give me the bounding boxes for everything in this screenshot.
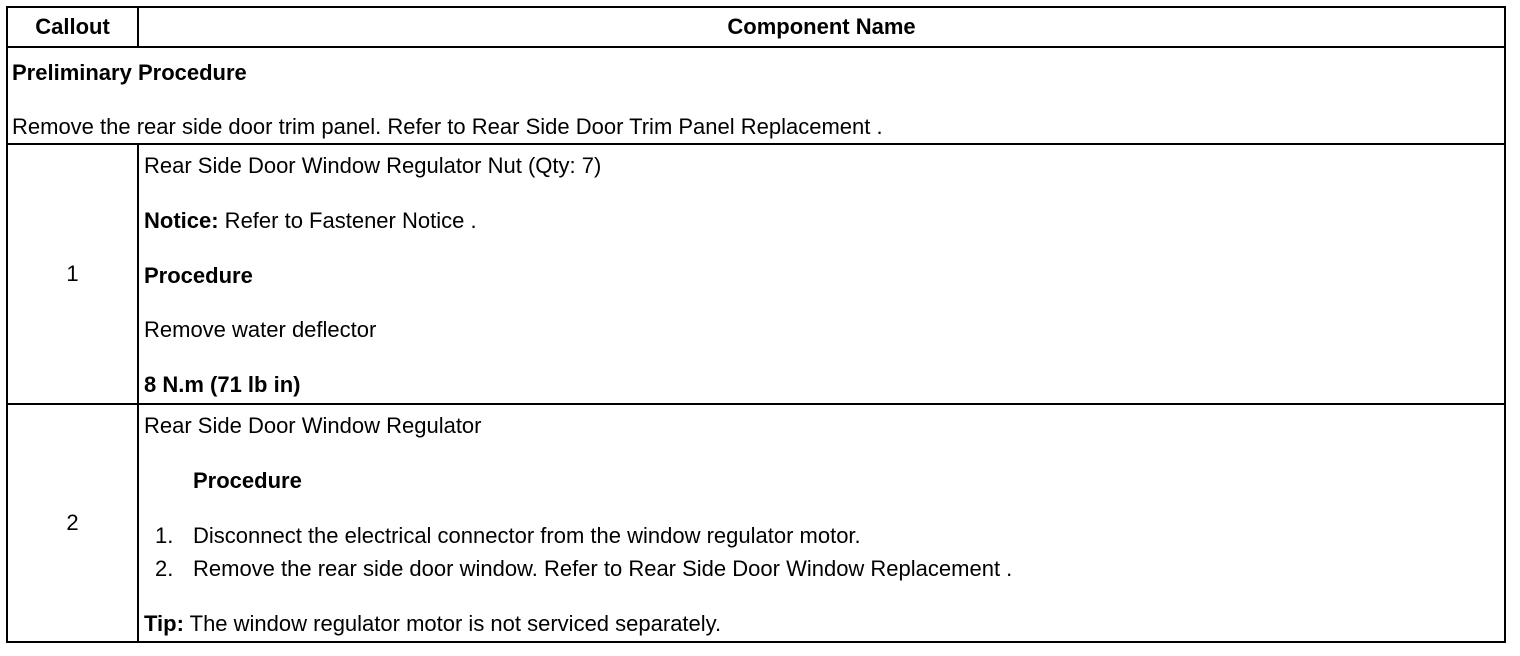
component-name: Rear Side Door Window Regulator: [144, 413, 482, 438]
preliminary-row: [7, 47, 1505, 144]
notice-label: Notice:: [144, 208, 219, 233]
component-name: Rear Side Door Window Regulator Nut (Qty: 7): [144, 153, 602, 178]
component-cell: [138, 404, 1505, 642]
preliminary-cell: [7, 47, 1505, 144]
callout-number: 1: [7, 144, 138, 404]
table-row: [7, 144, 1505, 404]
step-number: 2.: [155, 556, 174, 581]
procedure-label: Procedure: [193, 468, 302, 493]
preliminary-text: Remove the rear side door trim panel. Refer to Rear Side Door Trim Panel Replacement .: [12, 114, 883, 139]
procedure-table: [6, 6, 1506, 643]
tip-line: [144, 611, 721, 637]
procedure-step: [155, 523, 861, 549]
step-text: Disconnect the electrical connector from the window regulator motor.: [193, 523, 861, 548]
step-number: 1.: [155, 523, 174, 548]
notice-line: [144, 208, 477, 234]
tip-text: The window regulator motor is not serviced separately.: [183, 611, 722, 636]
procedure-step: [155, 556, 1012, 582]
torque-spec: 8 N.m (71 lb in): [144, 372, 301, 397]
header-component-name: Component Name: [138, 7, 1505, 47]
table-row: [7, 404, 1505, 642]
preliminary-title: Preliminary Procedure: [12, 60, 247, 85]
procedure-label: Procedure: [144, 263, 253, 288]
header-callout: Callout: [7, 7, 138, 47]
tip-label: Tip:: [144, 611, 184, 636]
step-text: Remove the rear side door window. Refer to Rear Side Door Window Replacement .: [193, 556, 1013, 581]
procedure-text: Remove water deflector: [144, 317, 377, 342]
notice-text: Refer to Fastener Notice .: [218, 208, 477, 233]
header-row: [7, 7, 1505, 47]
callout-number: 2: [7, 404, 138, 642]
component-cell: [138, 144, 1505, 404]
